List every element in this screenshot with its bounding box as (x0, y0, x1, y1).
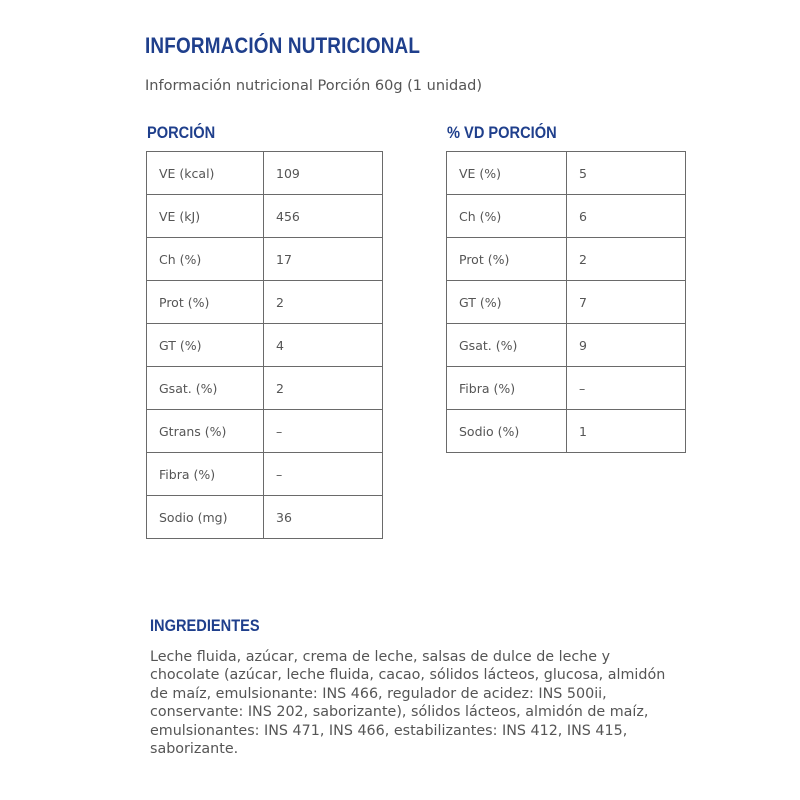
table-row (147, 496, 383, 539)
row-label: Ch (%) (447, 195, 567, 238)
table-row (147, 324, 383, 367)
row-value: – (264, 453, 383, 496)
row-label: Fibra (%) (447, 367, 567, 410)
row-label: Gtrans (%) (147, 410, 264, 453)
page-subtitle: Información nutricional Porción 60g (1 unidad) (145, 78, 482, 94)
table-row (147, 238, 383, 281)
row-value: 7 (567, 281, 686, 324)
row-label: Fibra (%) (147, 453, 264, 496)
row-value: 2 (264, 281, 383, 324)
table-row (447, 152, 686, 195)
table-row (147, 152, 383, 195)
row-value: 17 (264, 238, 383, 281)
row-value: 2 (567, 238, 686, 281)
row-value: 456 (264, 195, 383, 238)
row-label: Sodio (mg) (147, 496, 264, 539)
row-label: Prot (%) (447, 238, 567, 281)
table-row (447, 324, 686, 367)
row-value: 36 (264, 496, 383, 539)
table-row (447, 238, 686, 281)
table-row (147, 281, 383, 324)
row-value: 1 (567, 410, 686, 453)
table-row (147, 195, 383, 238)
table-row (147, 453, 383, 496)
portion-table (146, 151, 383, 539)
page-title: INFORMACIÓN NUTRICIONAL (145, 33, 421, 58)
table-row (447, 195, 686, 238)
row-value: 6 (567, 195, 686, 238)
row-label: Sodio (%) (447, 410, 567, 453)
ingredients-heading: INGREDIENTES (150, 616, 260, 635)
row-value: 9 (567, 324, 686, 367)
row-label: VE (%) (447, 152, 567, 195)
row-value: – (567, 367, 686, 410)
row-value: 2 (264, 367, 383, 410)
table-row (147, 367, 383, 410)
vd-heading: % VD PORCIÓN (447, 123, 557, 142)
row-label: VE (kJ) (147, 195, 264, 238)
row-label: GT (%) (447, 281, 567, 324)
row-value: – (264, 410, 383, 453)
row-label: GT (%) (147, 324, 264, 367)
table-row (447, 410, 686, 453)
row-label: Prot (%) (147, 281, 264, 324)
row-label: Gsat. (%) (447, 324, 567, 367)
table-row (447, 367, 686, 410)
table-row (147, 410, 383, 453)
row-value: 109 (264, 152, 383, 195)
row-label: Ch (%) (147, 238, 264, 281)
row-label: Gsat. (%) (147, 367, 264, 410)
vd-table (446, 151, 686, 453)
row-value: 5 (567, 152, 686, 195)
table-row (447, 281, 686, 324)
row-value: 4 (264, 324, 383, 367)
ingredients-text: Leche fluida, azúcar, crema de leche, salsas de dulce de leche y chocolate (azúcar, leche fluida, cacao, sólidos lácteos, glucosa, almidón de maíz, emulsionante: INS 466, regulador de acidez: INS 500ii, conservante: INS 202, saborizante), sólidos lácteos, almidón de maíz, emulsionantes: INS 471, INS 466, estabilizantes: INS 412, INS 415, saborizante. (150, 649, 666, 758)
portion-heading: PORCIÓN (147, 123, 216, 142)
row-label: VE (kcal) (147, 152, 264, 195)
